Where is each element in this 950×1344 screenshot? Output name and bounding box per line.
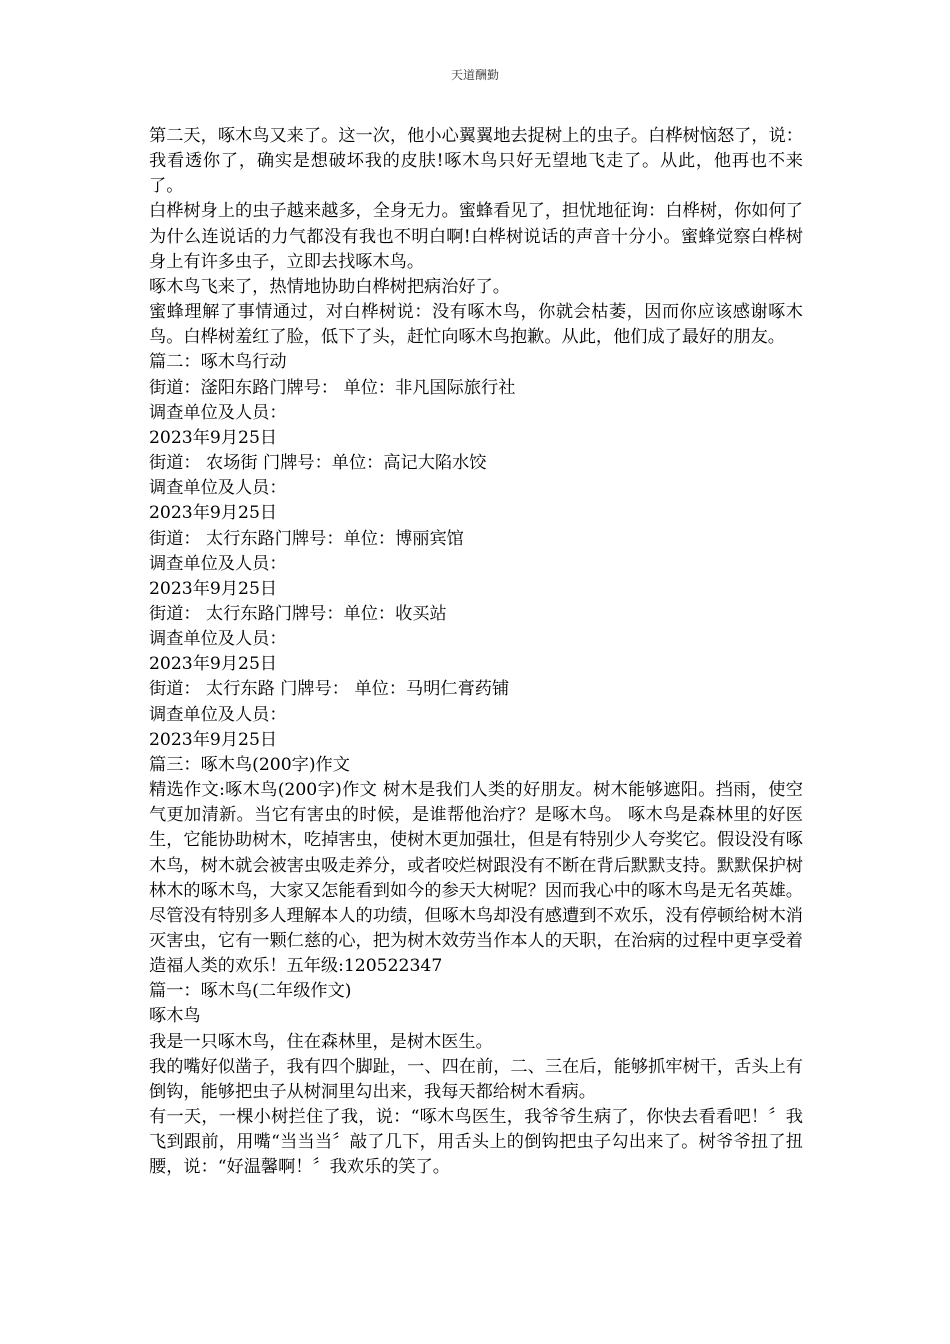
survey-street-line: 街道： 太行东路门牌号：单位：博丽宾馆 [149, 528, 464, 549]
survey-street-line: 街道： 太行东路 门牌号： 单位：马明仁膏药铺 [149, 679, 510, 700]
paragraph: 第二天，啄木鸟又来了。这一次，他小心翼翼地去捉树上的虫子。白桦树恼怒了，说：我看透你了，确实是想破坏我的皮肤!啄木鸟只好无望地飞走了。从此，他再也不来了。 [149, 126, 803, 197]
survey-staff-line: 调查单位及人员： [149, 478, 287, 499]
survey-staff-line: 调查单位及人员： [149, 629, 287, 650]
survey-date-line: 2023年9月25日 [149, 578, 278, 599]
section-heading: 篇三：啄木鸟(200字)作文 [149, 754, 350, 775]
survey-street-line: 街道：滏阳东路门牌号： 单位：非凡国际旅行社 [149, 377, 516, 398]
page-header: 天道酬勤 [450, 68, 499, 82]
paragraph: 精选作文:啄木鸟(200字)作文 树木是我们人类的好朋友。树木能够遮阳。挡雨，使空气更加清新。当它有害虫的时候，是谁帮他治疗？是啄木鸟。 啄木鸟是森林里的好医生，它能协助树木，吃掉害虫，使树木更加强壮，但是有特别少人夸奖它。假设没有啄木鸟，树木就会被害虫吸走养分，或者咬烂树跟没有不断在背后默默支持。默默保护树林木的啄木鸟，大家又怎能看到如今的参天大树呢？因而我心中的啄木鸟是无名英雄。尽管没有特别多人理解本人的功绩，但啄木鸟却没有感遭到不欢乐，没有停顿给树木消灭害虫，它有一颗仁慈的心，把为树木效劳当作本人的天职，在治病的过程中更享受着造福人类的欢乐！五年级:120522347 [149, 780, 803, 977]
paragraph: 我的嘴好似凿子，我有四个脚趾，一、四在前，二、三在后，能够抓牢树干，舌头上有倒钩，能够把虫子从树洞里勾出来，我每天都给树木看病。 [149, 1056, 803, 1102]
survey-staff-line: 调查单位及人员： [149, 553, 287, 574]
essay-title: 啄木鸟 [149, 1006, 201, 1027]
survey-street-line: 街道： 太行东路门牌号：单位：收买站 [149, 603, 447, 624]
survey-staff-line: 调查单位及人员： [149, 402, 287, 423]
survey-date-line: 2023年9月25日 [149, 729, 278, 750]
paragraph: 蜜蜂理解了事情通过，对白桦树说：没有啄木鸟，你就会枯萎，因而你应该感谢啄木鸟。白桦树羞红了脸，低下了头，赶忙向啄木鸟抱歉。从此，他们成了最好的朋友。 [149, 302, 803, 348]
section-heading: 篇二：啄木鸟行动 [149, 352, 287, 373]
document-body [149, 124, 803, 1181]
section-heading: 篇一：啄木鸟(二年级作文) [149, 981, 352, 1002]
survey-date-line: 2023年9月25日 [149, 654, 278, 675]
survey-date-line: 2023年9月25日 [149, 503, 278, 524]
paragraph: 我是一只啄木鸟，住在森林里，是树木医生。 [149, 1031, 493, 1052]
survey-street-line: 街道： 农场街 门牌号：单位：高记大陷水饺 [149, 453, 487, 474]
survey-date-line: 2023年9月25日 [149, 427, 278, 448]
paragraph: 有一天，一棵小树拦住了我，说：“啄木鸟医生，我爷爷生病了，你快去看看吧！〞我飞到跟前，用嘴“当当当〞敲了几下，用舌头上的倒钩把虫子勾出来了。树爷爷扭了扭腰，说：“好温馨啊！〞我欢乐的笑了。 [149, 1107, 803, 1178]
paragraph: 啄木鸟飞来了，热情地协助白桦树把病治好了。 [149, 276, 510, 297]
paragraph: 白桦树身上的虫子越来越多，全身无力。蜜蜂看见了，担忧地征询：白桦树，你如何了为什么连说话的力气都没有我也不明白啊!白桦树说话的声音十分小。蜜蜂觉察白桦树身上有许多虫子，立即去找啄木鸟。 [149, 201, 803, 272]
survey-staff-line: 调查单位及人员： [149, 704, 287, 725]
